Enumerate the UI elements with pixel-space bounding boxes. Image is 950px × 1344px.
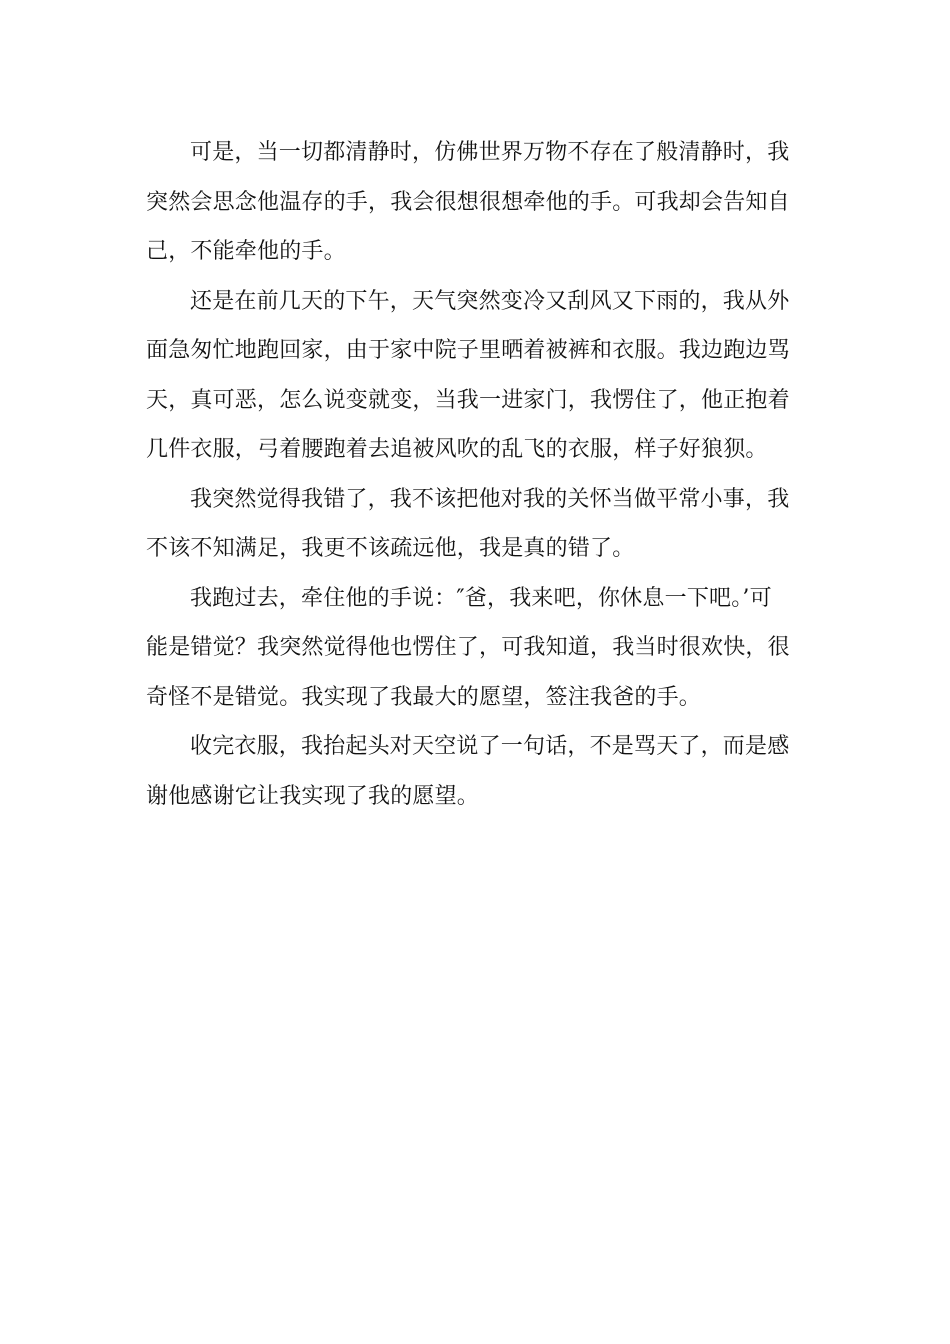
paragraph-5 <box>146 722 812 821</box>
paragraph-4 <box>146 574 812 723</box>
paragraph-2 <box>146 277 812 475</box>
paragraph-3 <box>146 475 812 574</box>
text-line: 不该不知满足，我更不该疏远他，我是真的错了。 <box>146 536 635 561</box>
document-body <box>146 128 812 821</box>
text-line: 能是错觉？我突然觉得他也愣住了，可我知道，我当时很欢快，很 <box>146 635 790 660</box>
text-line: 我跑过去，牵住他的手说：″爸，我来吧，你休息一下吧。’可 <box>190 585 772 611</box>
text-line: 几件衣服，弓着腰跑着去追被风吹的乱飞的衣服，样子好狼狈。 <box>146 437 768 462</box>
text-line: 面急匆忙地跑回家，由于家中院子里晒着被裤和衣服。我边跑边骂 <box>146 338 790 363</box>
text-line: 天，真可恶，怎么说变就变，当我一进家门，我愣住了，他正抱着 <box>146 387 790 413</box>
paragraph-1 <box>146 128 812 277</box>
text-line: 奇怪不是错觉。我实现了我最大的愿望，签注我爸的手。 <box>146 684 702 710</box>
text-line: 还是在前几天的下午，天气突然变冷又刮风又下雨的，我从外 <box>190 288 790 314</box>
text-line: 谢他感谢它让我实现了我的愿望。 <box>146 783 480 809</box>
text-line: 己，不能牵他的手。 <box>146 239 346 264</box>
text-line: 可是，当一切都清静时，仿佛世界万物不存在了般清静时，我 <box>190 140 790 165</box>
text-line: 收完衣服，我抬起头对天空说了一句话，不是骂天了，而是感 <box>190 734 790 759</box>
text-line: 突然会思念他温存的手，我会很想很想牵他的手。可我却会告知自 <box>146 189 790 215</box>
text-line: 我突然觉得我错了，我不该把他对我的关怀当做平常小事，我 <box>190 486 790 512</box>
